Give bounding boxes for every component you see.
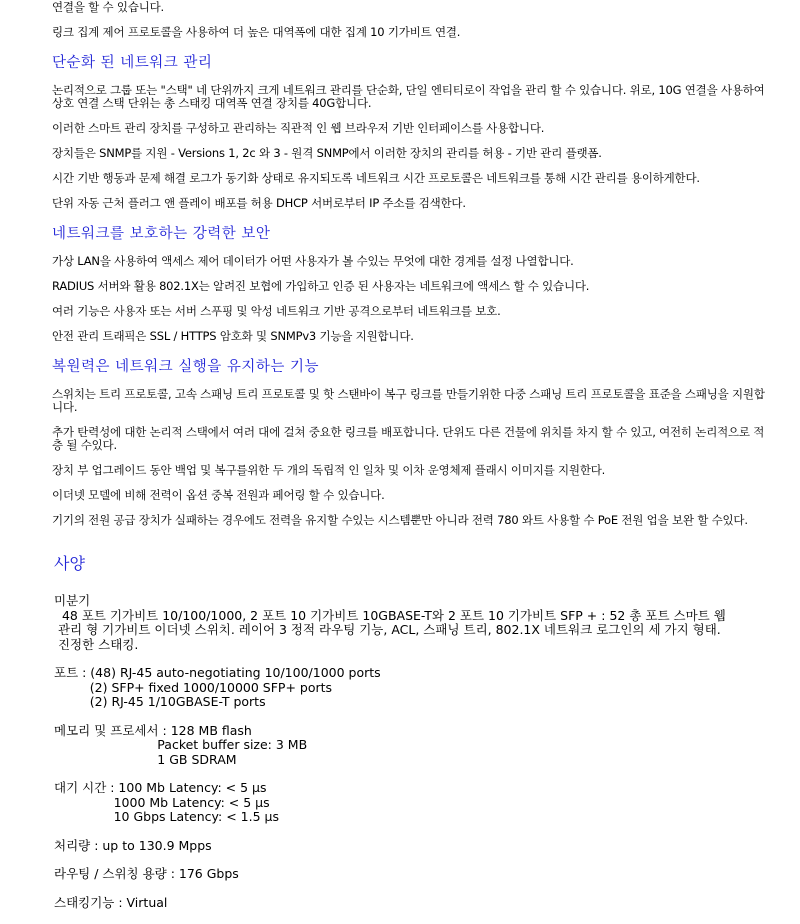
section-paragraph: 장치들은 SNMP를 지원 - Versions 1, 2c 와 3 - 원격 SNMP에서 이러한 장치의 관리를 허용 - 기반 관리 플랫폼. xyxy=(52,146,602,160)
section-management xyxy=(0,51,800,210)
spec-stacking: 스태킹기능 : Virtual xyxy=(54,894,168,910)
spec-throughput: 처리량 : up to 130.9 Mpps xyxy=(54,837,212,853)
section-paragraph: RADIUS 서버와 활용 802.1X는 알려진 보협에 가입하고 인증 된 사용자는 네트워크에 액세스 할 수 있습니다. xyxy=(52,279,590,293)
spec-title: 사양 xyxy=(54,554,85,573)
section-paragraph: 이러한 스마트 관리 장치를 구성하고 관리하는 직관적 인 웹 브라우저 기반 인터페이스를 사용합니다. xyxy=(52,121,545,135)
section-paragraph: 가상 LAN을 사용하여 액세스 제어 데이터가 어떤 사용자가 볼 수있는 무엇에 대한 경계를 설정 나열합니다. xyxy=(52,254,574,268)
section-paragraph: 시간 기반 행동과 문제 해결 로그가 동기화 상태로 유지되도록 네트워크 시간 프로토콜은 네트워크를 통해 시간 관리를 용이하게한다. xyxy=(52,171,700,185)
spec-ports: 포트 : (48) RJ-45 auto-negotiating 10/100/1000 ports (2) SFP+ fixed 1000/10000 SFP+ ports (2) RJ-45 1/10GBASE-T ports xyxy=(54,665,381,709)
section-security xyxy=(0,222,800,343)
section-paragraph: 추가 탄력성에 대한 논리적 스택에서 여러 대에 걸쳐 중요한 링크를 배포합니다. 단위도 다른 건물에 위치를 차지 할 수 있고, 여전히 논리적으로 적층 될 수있다. xyxy=(52,425,765,452)
section-paragraph: 기기의 전원 공급 장치가 실패하는 경우에도 전력을 유지할 수있는 시스템뿐만 아니라 전력 780 와트 사용할 수 PoE 전원 업을 보완 할 수있다. xyxy=(52,513,748,527)
section-heading: 단순화 된 네트워크 관리 xyxy=(52,55,213,71)
section-paragraph: 안전 관리 트래픽은 SSL / HTTPS 암호화 및 SNMPv3 기능을 지원합니다. xyxy=(52,329,414,343)
spec-memory: 메모리 및 프로세서 : 128 MB flash Packet buffer size: 3 MB 1 GB SDRAM xyxy=(54,722,308,767)
spec-header xyxy=(0,551,800,574)
section-paragraph: 여러 기능은 사용자 또는 서버 스푸핑 및 악성 네트워크 기반 공격으로부터 네트워크를 보호. xyxy=(52,304,501,318)
section-paragraph: 단위 자동 근처 플러그 앤 플레이 배포를 허용 DHCP 서버로부터 IP 주소를 검색한다. xyxy=(52,196,466,210)
section-resilience xyxy=(0,355,800,527)
spec-routing: 라우팅 / 스위칭 용량 : 176 Gbps xyxy=(54,866,239,881)
section-paragraph: 장치 부 업그레이드 동안 백업 및 복구를위한 두 개의 독립적 인 일차 및 이차 운영체제 플래시 이미지를 지원한다. xyxy=(52,463,606,477)
spec-latency: 대기 시간 : 100 Mb Latency: < 5 µs 1000 Mb Latency: < 5 µs 10 Gbps Latency: < 1.5 µs xyxy=(54,780,279,824)
section-paragraph: 스위치는 트리 프로토콜, 고속 스패닝 트리 프로토콜 및 핫 스탠바이 복구 링크를 만들기위한 다중 스패닝 트리 프로토콜을 표준을 스패닝을 지원합니다. xyxy=(52,387,765,414)
intro-paragraph-2: 링크 집계 제어 프로토콜을 사용하여 더 높은 대역폭에 대한 집계 10 기가비트 연결. xyxy=(52,25,461,39)
section-paragraph: 이더넷 모델에 비해 전력이 옵션 중복 전원과 페어링 할 수 있습니다. xyxy=(52,488,385,502)
intro-paragraph-1: 연결을 할 수 있습니다. xyxy=(52,0,165,14)
intro xyxy=(0,0,800,39)
spec-overview-label: 미분기 xyxy=(54,593,91,608)
spec-overview-text: 48 포트 기가비트 10/100/1000, 2 포트 10 기가비트 10GBASE-T와 2 포트 10 기가비트 SFP + : 52 총 포트 스마트 웹 관리 형 기가비트 이더넷 스위치. 레이어 3 정적 라우팅 기능, ACL, 스패닝 트리, 802.1X 네트워크 로그인의 세 가지 형태. 진정한 스태킹. xyxy=(57,607,726,652)
section-heading: 복원력은 네트워크 실행을 유지하는 기능 xyxy=(52,359,320,375)
section-heading: 네트워크를 보호하는 강력한 보안 xyxy=(52,226,271,242)
spec-list xyxy=(0,594,800,910)
section-paragraph: 논리적으로 그룹 또는 "스택" 네 단위까지 크게 네트워크 관리를 단순화, 단일 엔티티로이 작업을 관리 할 수 있습니다. 위로, 10G 연결을 사용하여 상호 연결 스택 단위는 총 스태킹 대역폭 연결 장치를 40G합니다. xyxy=(52,83,765,110)
